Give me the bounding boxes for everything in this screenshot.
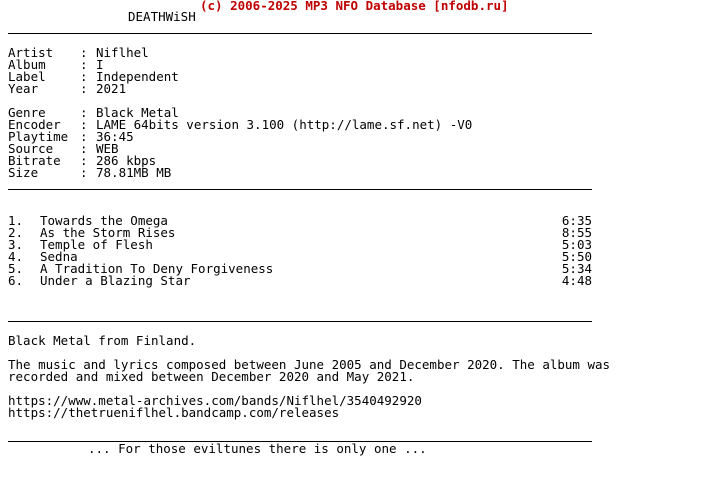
track-number: 5. — [8, 261, 24, 276]
info-value-album: I — [96, 57, 104, 72]
info-separator: : — [80, 117, 88, 132]
info-key-label: Label — [8, 69, 46, 84]
tech-key-source: Source — [8, 141, 54, 156]
track-title: Temple of Flesh — [40, 237, 153, 252]
info-separator: : — [80, 129, 88, 144]
track-duration: 4:48 — [561, 273, 592, 288]
info-separator: : — [80, 141, 88, 156]
track-duration: 5:50 — [561, 249, 592, 264]
info-key-album: Album — [8, 57, 46, 72]
copyright-notice: (c) 2006-2025 MP3 NFO Database [nfodb.ru] — [200, 0, 509, 13]
tech-value-playtime: 36:45 — [96, 129, 134, 144]
notes-text: The music and lyrics composed between June 2005 and December 2020. The album was — [8, 357, 611, 372]
metal-archives-link[interactable]: https://www.metal-archives.com/bands/Niflhel/3540492920 — [8, 393, 422, 408]
info-separator: : — [80, 81, 88, 96]
track-number: 2. — [8, 225, 24, 240]
info-value-label: Independent — [96, 69, 179, 84]
tech-key-genre: Genre — [8, 105, 46, 120]
tech-key-encoder: Encoder — [8, 117, 61, 132]
tech-value-encoder: LAME 64bits version 3.100 (http://lame.sf.net) -V0 — [96, 117, 473, 132]
tech-value-bitrate: 286 kbps — [96, 153, 157, 168]
divider — [8, 189, 592, 190]
divider — [8, 321, 592, 322]
track-duration: 5:34 — [561, 261, 592, 276]
info-separator: : — [80, 153, 88, 168]
tech-value-genre: Black Metal — [96, 105, 179, 120]
info-key-year: Year — [8, 81, 39, 96]
track-number: 6. — [8, 273, 24, 288]
tech-value-source: WEB — [96, 141, 119, 156]
track-title: Towards the Omega — [40, 213, 168, 228]
track-duration: 5:03 — [561, 237, 592, 252]
info-key-artist: Artist — [8, 45, 54, 60]
info-separator: : — [80, 45, 88, 60]
track-number: 4. — [8, 249, 24, 264]
divider — [8, 33, 592, 34]
info-value-artist: Niflhel — [96, 45, 149, 60]
track-duration: 8:55 — [561, 225, 592, 240]
tech-value-size: 78.81MB MB — [96, 165, 172, 180]
bandcamp-link[interactable]: https://thetrueniflhel.bandcamp.com/releases — [8, 405, 340, 420]
track-number: 3. — [8, 237, 24, 252]
notes-text: Black Metal from Finland. — [8, 333, 197, 348]
info-separator: : — [80, 165, 88, 180]
tech-key-bitrate: Bitrate — [8, 153, 61, 168]
track-title: As the Storm Rises — [40, 225, 176, 240]
track-title: A Tradition To Deny Forgiveness — [40, 261, 274, 276]
info-separator: : — [80, 105, 88, 120]
footer-tagline: ... For those eviltunes there is only one ... — [88, 441, 427, 456]
tech-key-playtime: Playtime — [8, 129, 69, 144]
track-title: Sedna — [40, 249, 78, 264]
info-value-year: 2021 — [96, 81, 127, 96]
info-separator: : — [80, 69, 88, 84]
info-separator: : — [80, 57, 88, 72]
group-name: DEATHWiSH — [128, 9, 196, 24]
track-number: 1. — [8, 213, 24, 228]
notes-text: recorded and mixed between December 2020 and May 2021. — [8, 369, 415, 384]
track-duration: 6:35 — [561, 213, 592, 228]
track-title: Under a Blazing Star — [40, 273, 191, 288]
tech-key-size: Size — [8, 165, 39, 180]
